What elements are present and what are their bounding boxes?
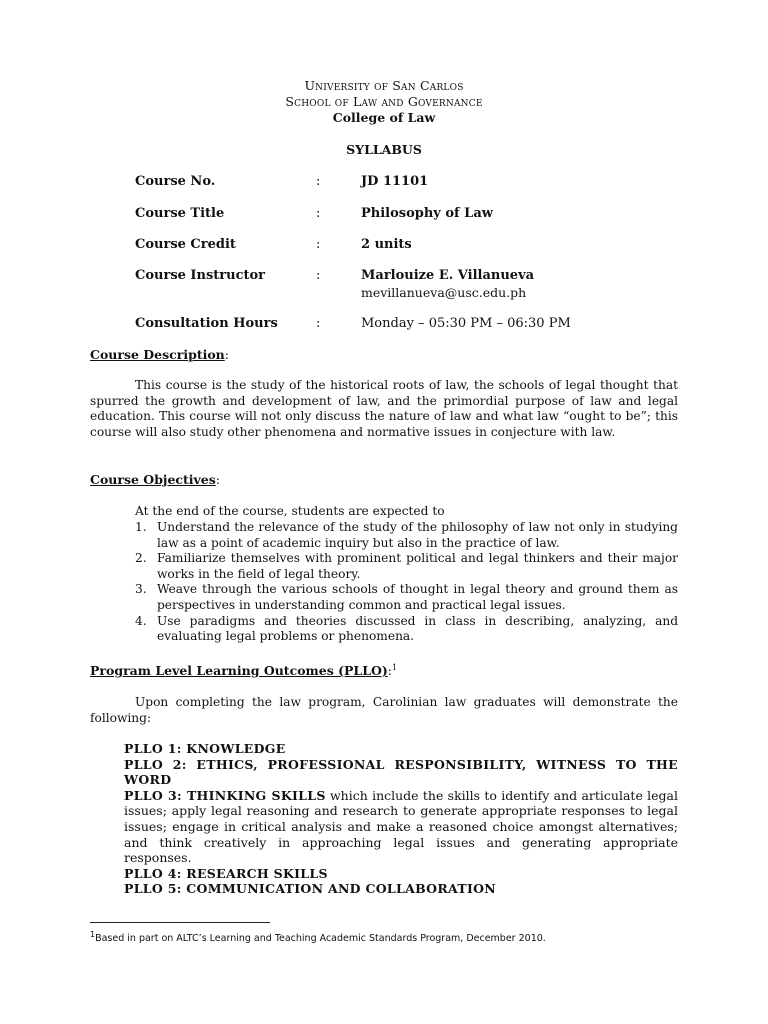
pllo-intro: Upon completing the law program, Carolinian law graduates will demonstrate the following: <box>90 695 678 725</box>
separator: : <box>316 237 321 252</box>
pllo-3: PLLO 3: THINKING SKILLS which include the skills to identify and articulate legal issues; apply legal reasoning and research to generate appropriate responses to legal issues; engage in critical analysis and make a reasoned choice amongst alternatives; and think creatively in approaching legal issues and generating appropriate responses. <box>124 787 678 866</box>
separator: : <box>316 268 321 283</box>
list-item: 2. Familiarize themselves with prominent political and legal thinkers and their major works in the field of legal theory. <box>135 551 678 581</box>
list-item: 3. Weave through the various schools of thought in legal theory and ground them as perspectives in understanding common and practical legal issues. <box>135 582 678 612</box>
course-objectives-heading: Course Objectives: <box>90 472 221 487</box>
separator: : <box>316 206 321 221</box>
footnote-divider <box>90 922 270 923</box>
consultation-label: Consultation Hours <box>135 316 278 331</box>
pllo-1: PLLO 1: KNOWLEDGE <box>124 741 286 756</box>
consultation-value: Monday – 05:30 PM – 06:30 PM <box>361 316 571 331</box>
pllo-2: PLLO 2: ETHICS, PROFESSIONAL RESPONSIBILITY, WITNESS TO THE WORD <box>124 756 678 788</box>
course-no-label: Course No. <box>135 174 216 189</box>
objectives-intro: At the end of the course, students are expected to <box>135 504 445 518</box>
course-description-text: This course is the study of the historical roots of law, the schools of legal thought that spurred the growth and development of law, and the primordial purpose of law and legal education. This course will not only discuss the nature of law and what law “ought to be”; this course will also study other phenomena and normative issues in conjecture with law. <box>90 378 678 439</box>
school-name: School of Law and Governance <box>285 94 483 109</box>
pllo-list <box>124 741 678 897</box>
footnote-mark: 1 <box>392 663 398 672</box>
pllo-4: PLLO 4: RESEARCH SKILLS <box>124 865 328 881</box>
instructor-email: mevillanueva@usc.edu.ph <box>361 285 527 300</box>
separator: : <box>316 316 321 331</box>
course-title-value: Philosophy of Law <box>361 206 493 221</box>
university-name: University of San Carlos <box>304 78 464 93</box>
separator: : <box>316 174 321 189</box>
course-description-heading: Course Description: <box>90 347 229 362</box>
college-name: College of Law <box>332 110 436 125</box>
list-item: 4. Use paradigms and theories discussed in class in describing, analyzing, and evaluating legal problems or phenomena. <box>135 613 678 644</box>
course-title-label: Course Title <box>135 206 225 221</box>
course-credit-value: 2 units <box>361 237 412 252</box>
objectives-list <box>135 520 678 645</box>
course-no-value: JD 11101 <box>361 174 429 189</box>
document-title: SYLLABUS <box>346 142 422 157</box>
pllo-heading: Program Level Learning Outcomes (PLLO):$^1$ <box>90 663 398 679</box>
pllo-5: PLLO 5: COMMUNICATION AND COLLABORATION <box>124 881 497 897</box>
course-instructor-value: Marlouize E. Villanueva <box>361 268 535 283</box>
list-item: 1. Understand the relevance of the study of the philosophy of law not only in studying law as a point of academic inquiry but also in the practice of law. <box>135 520 678 550</box>
course-instructor-label: Course Instructor <box>135 268 266 283</box>
course-credit-label: Course Credit <box>135 237 236 252</box>
footnote: $^1$Based in part on ALTC’s Learning and Teaching Academic Standards Program, December 2010. <box>90 930 546 945</box>
